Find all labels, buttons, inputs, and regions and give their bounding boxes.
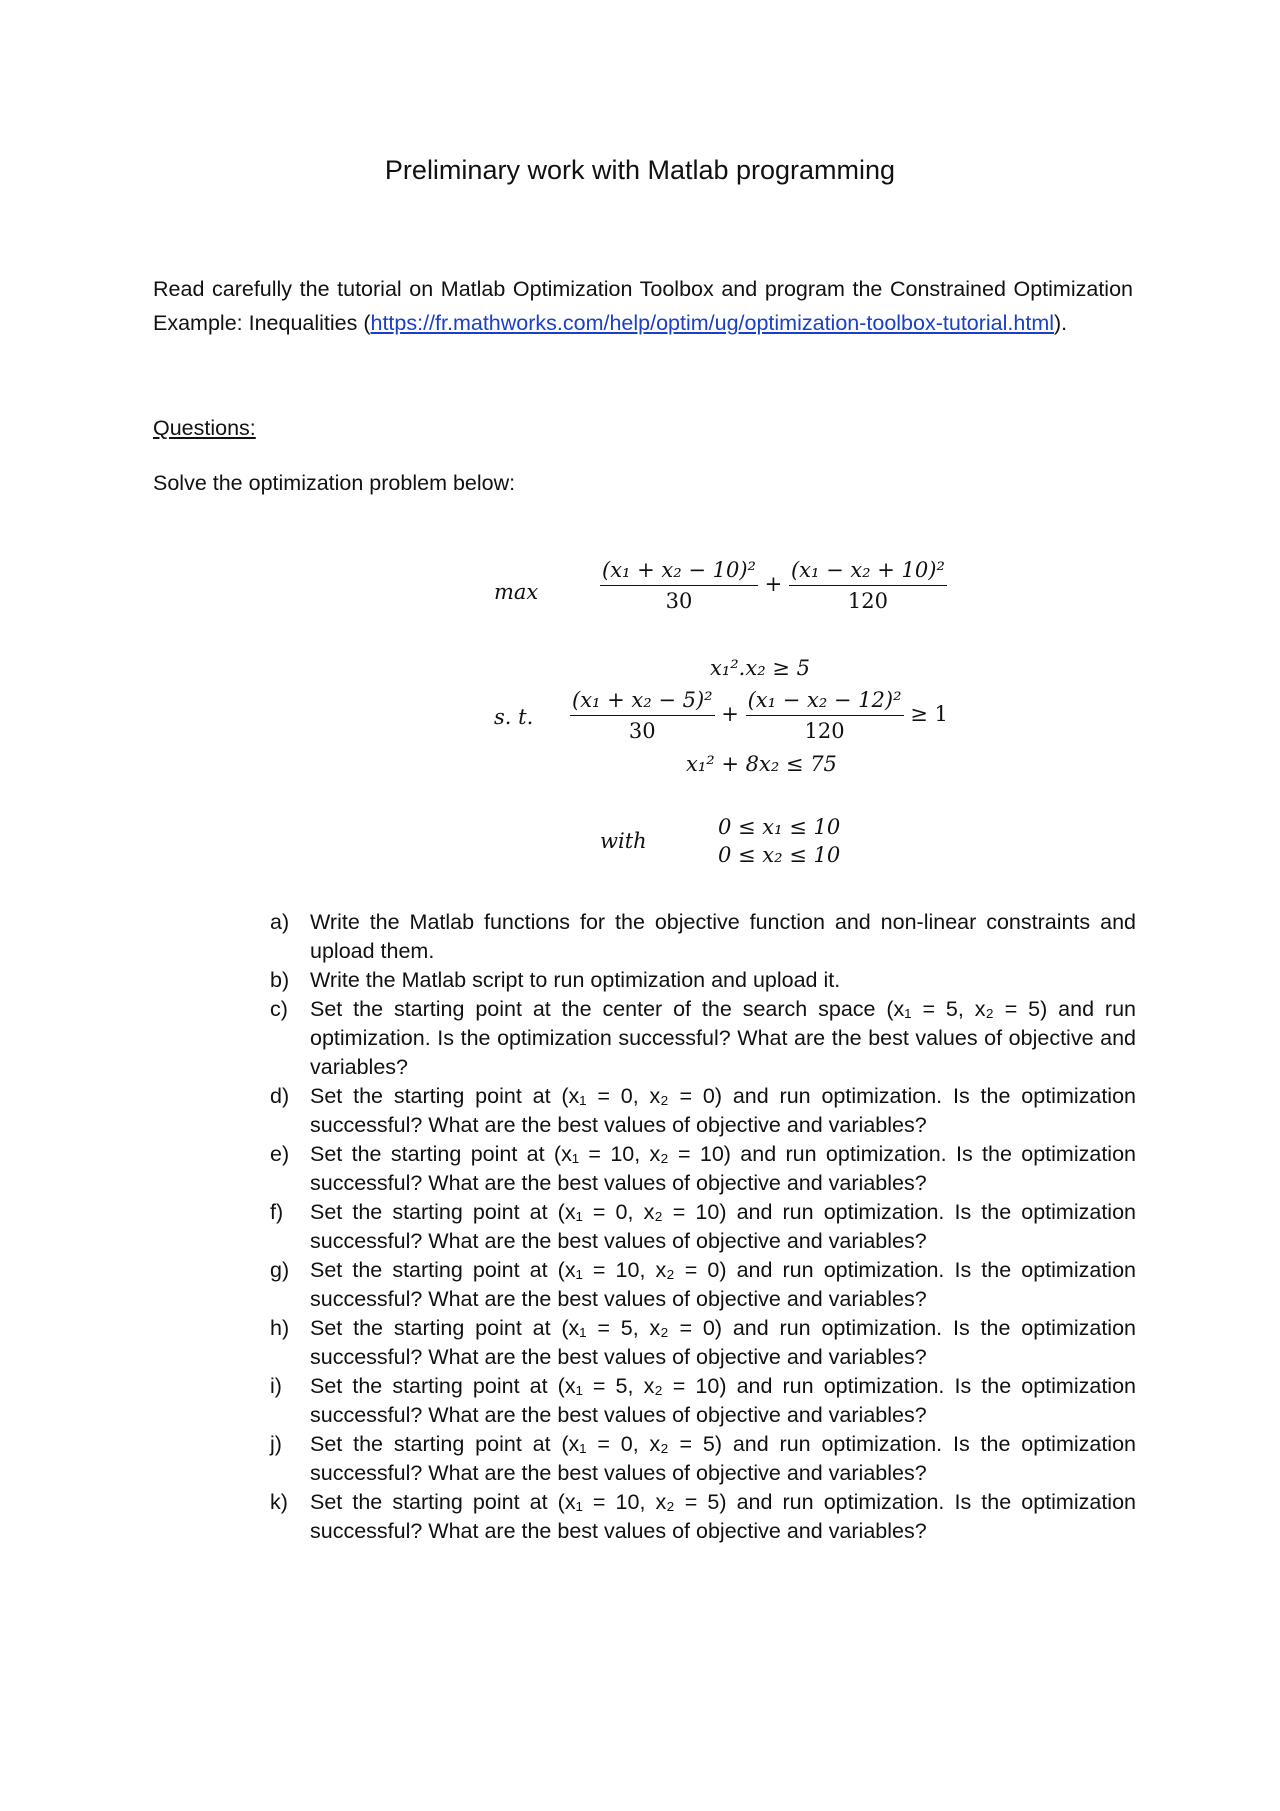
item-text: Write the Matlab functions for the objective function and non-linear constraints and upload them. — [310, 910, 1136, 963]
constraint-1: x₁².x₂ ≥ 5 — [710, 656, 810, 680]
item-text: Set the starting point at (x₁ = 0, x₂ = 10) and run optimization. Is the optimization successful? What are the best values of objective and variables? — [310, 1200, 1136, 1253]
item-letter: b) — [270, 968, 290, 992]
page-title: Preliminary work with Matlab programming — [384, 155, 896, 185]
objective-numerator-2: (x₁ − x₂ + 10)² — [789, 558, 947, 586]
constraint-numerator-2: (x₁ − x₂ − 12)² — [746, 688, 904, 716]
list-item — [270, 1198, 1136, 1256]
list-item — [270, 995, 1136, 1082]
list-item — [270, 1256, 1136, 1314]
objective-fraction-2 — [789, 558, 947, 613]
item-text: Set the starting point at (x₁ = 5, x₂ = 0) and run optimization. Is the optimization successful? What are the best values of objective and variables? — [310, 1316, 1136, 1369]
item-letter: g) — [270, 1258, 290, 1282]
item-letter: i) — [270, 1374, 282, 1398]
constraint-numerator-1: (x₁ + x₂ − 5)² — [570, 688, 715, 716]
item-letter: k) — [270, 1490, 288, 1514]
solve-instruction: Solve the optimization problem below: — [153, 471, 516, 495]
question-list — [270, 908, 1136, 1546]
questions-heading: Questions: — [153, 416, 256, 440]
list-item — [270, 1430, 1136, 1488]
item-text: Set the starting point at the center of the search space (x₁ = 5, x₂ = 5) and run optimization. Is the optimization successful? What are the best values of objective and variables? — [310, 997, 1136, 1079]
item-letter: c) — [270, 997, 288, 1021]
item-text: Set the starting point at (x₁ = 10, x₂ = 5) and run optimization. Is the optimization successful? What are the best values of objective and variables? — [310, 1490, 1136, 1543]
constraint-plus: + — [721, 702, 739, 726]
subject-to-label: s. t. — [494, 705, 534, 729]
constraint-2 — [570, 688, 948, 743]
with-label: with — [600, 829, 647, 853]
item-text: Set the starting point at (x₁ = 10, x₂ = 0) and run optimization. Is the optimization successful? What are the best values of objective and variables? — [310, 1258, 1136, 1311]
constraint-fraction-2 — [746, 688, 904, 743]
list-item — [270, 1140, 1136, 1198]
bound-x2: 0 ≤ x₂ ≤ 10 — [718, 843, 841, 867]
objective-fraction-1 — [600, 558, 758, 613]
list-item — [270, 1082, 1136, 1140]
item-text: Set the starting point at (x₁ = 0, x₂ = 5) and run optimization. Is the optimization successful? What are the best values of objective and variables? — [310, 1432, 1136, 1485]
bound-x1: 0 ≤ x₁ ≤ 10 — [718, 815, 841, 839]
constraint-denominator-2: 120 — [804, 719, 845, 743]
item-letter: d) — [270, 1084, 290, 1108]
list-item — [270, 908, 1136, 966]
objective-expression — [600, 558, 947, 613]
intro-paragraph — [153, 272, 1133, 340]
constraint-rhs: ≥ 1 — [910, 702, 948, 726]
objective-denominator-1: 30 — [665, 589, 693, 613]
item-text: Set the starting point at (x₁ = 10, x₂ = 10) and run optimization. Is the optimization successful? What are the best values of objective and variables? — [310, 1142, 1136, 1195]
constraint-3: x₁² + 8x₂ ≤ 75 — [686, 752, 837, 776]
list-item — [270, 1488, 1136, 1546]
tutorial-link[interactable]: https://fr.mathworks.com/help/optim/ug/optimization-toolbox-tutorial.html — [370, 311, 1055, 335]
max-label: max — [494, 580, 539, 604]
objective-denominator-2: 120 — [847, 589, 888, 613]
intro-tail: ). — [1054, 311, 1068, 335]
item-text: Write the Matlab script to run optimization and upload it. — [310, 968, 841, 992]
constraint-fraction-1 — [570, 688, 715, 743]
objective-plus: + — [764, 572, 783, 596]
item-text: Set the starting point at (x₁ = 0, x₂ = 0) and run optimization. Is the optimization successful? What are the best values of objective and variables? — [310, 1084, 1136, 1137]
item-letter: f) — [270, 1200, 284, 1224]
list-item — [270, 1372, 1136, 1430]
objective-numerator-1: (x₁ + x₂ − 10)² — [600, 558, 758, 586]
item-letter: h) — [270, 1316, 290, 1340]
item-letter: j) — [270, 1432, 282, 1456]
constraint-denominator-1: 30 — [628, 719, 656, 743]
list-item — [270, 966, 1136, 995]
intro-text: Read carefully the tutorial on Matlab Optimization Toolbox and program the Constrained Optimization Example: Inequalities ( — [153, 277, 1133, 335]
item-text: Set the starting point at (x₁ = 5, x₂ = 10) and run optimization. Is the optimization successful? What are the best values of objective and variables? — [310, 1374, 1136, 1427]
list-item — [270, 1314, 1136, 1372]
item-letter: e) — [270, 1142, 290, 1166]
item-letter: a) — [270, 910, 290, 934]
